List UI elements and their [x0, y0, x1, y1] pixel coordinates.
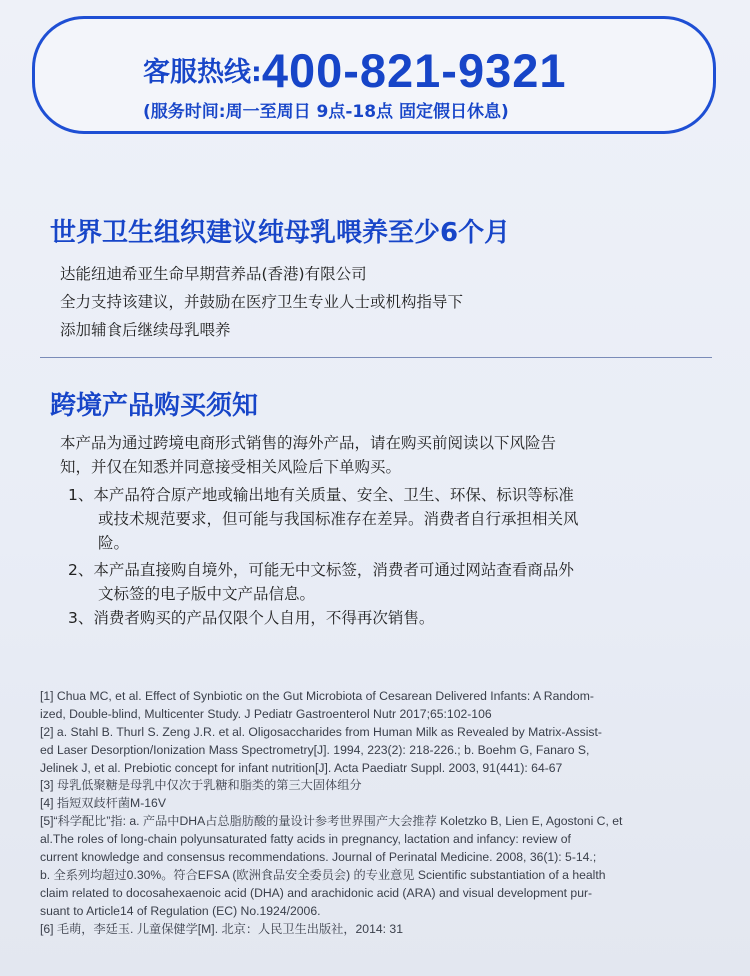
reference-line: [1] Chua MC, et al. Effect of Synbiotic on the Gut Microbiota of Cesarean Delivered Infants: A Random- [40, 689, 594, 703]
section-divider [40, 357, 712, 358]
hotline-box [32, 16, 716, 134]
reference-line: al.The roles of long-chain polyunsaturated fatty acids in pregnancy, lactation and infancy: review of [40, 832, 571, 847]
who-line-2: 全力支持该建议，并鼓励在医疗卫生专业人士或机构指导下 [60, 293, 464, 311]
who-line-3: 添加辅食后继续母乳喂养 [60, 321, 231, 339]
reference-line: current knowledge and consensus recommendations. Journal of Perinatal Medicine. 2008, 36(1): 5-14.; [40, 850, 597, 865]
crossborder-item-1: 1、本产品符合原产地或输出地有关质量、安全、卫生、环保、标识等标准 [68, 486, 574, 504]
crossborder-item-3: 3、消费者购买的产品仅限个人自用，不得再次销售。 [68, 609, 435, 627]
reference-line: b. 全系列均超过0.30%。符合EFSA (欧洲食品安全委员会) 的专业意见 Scientific substantiation of a health [40, 867, 606, 882]
crossborder-item-2-cont: 文标签的电子版中文产品信息。 [98, 585, 316, 603]
references-list [40, 688, 730, 938]
crossborder-title: 跨境产品购买须知 [50, 391, 259, 421]
crossborder-item-2: 2、本产品直接购自境外，可能无中文标签，消费者可通过网站查看商品外 [68, 561, 574, 579]
who-line-1: 达能纽迪希亚生命早期营养品(香港)有限公司 [60, 265, 367, 283]
reference-line: ed Laser Desorption/Ionization Mass Spectrometry[J]. 1994, 223(2): 218-226.; b. Boehm G, Fanaro S, [40, 742, 590, 757]
who-recommendation-title: 世界卫生组织建议纯母乳喂养至少6个月 [50, 218, 511, 248]
hotline-heading [143, 43, 567, 98]
crossborder-line-1: 本产品为通过跨境电商形式销售的海外产品，请在购买前阅读以下风险告 [60, 434, 557, 452]
crossborder-item-1-end: 险。 [98, 534, 130, 552]
reference-line: [2] a. Stahl B. Thurl S. Zeng J.R. et al. Oligosaccharides from Human Milk as Revealed by Matrix-Assist- [40, 724, 602, 739]
reference-line: [5]“科学配比”指: a. 产品中DHA占总脂肪酸的量设计参考世界围产大会推荐 Koletzko B, Lien E, Agostoni C, et [40, 814, 623, 829]
hotline-label: 客服热线: [143, 57, 262, 88]
reference-line: claim related to docosahexaenoic acid (DHA) and arachidonic acid (ARA) and visual development pur- [40, 885, 593, 900]
reference-line: [3] 母乳低聚糖是母乳中仅次于乳糖和脂类的第三大固体组分 [40, 778, 362, 793]
reference-line: [4] 指短双歧杆菌M-16V [40, 796, 166, 811]
hotline-number[interactable]: 400-821-9321 [261, 44, 567, 97]
reference-line: [6] 毛萌，李廷玉. 儿童保健学[M]. 北京：人民卫生出版社，2014: 31 [40, 921, 403, 936]
hotline-hours: (服务时间:周一至周日 9点-18点 固定假日休息) [143, 102, 509, 122]
crossborder-line-2: 知，并仅在知悉并同意接受相关风险后下单购买。 [60, 458, 402, 476]
reference-line: ized, Double-blind, Multicenter Study. J Pediatr Gastroenterol Nutr 2017;65:102-106 [40, 706, 492, 721]
reference-line: suant to Article14 of Regulation (EC) No.1924/2006. [40, 903, 321, 918]
crossborder-item-1-cont: 或技术规范要求，但可能与我国标准存在差异。消费者自行承担相关风 [98, 510, 579, 528]
reference-line: Jelinek J, et al. Prebiotic concept for infant nutrition[J]. Acta Paediatr Suppl. 2003, 91(441): 64-67 [40, 760, 563, 775]
